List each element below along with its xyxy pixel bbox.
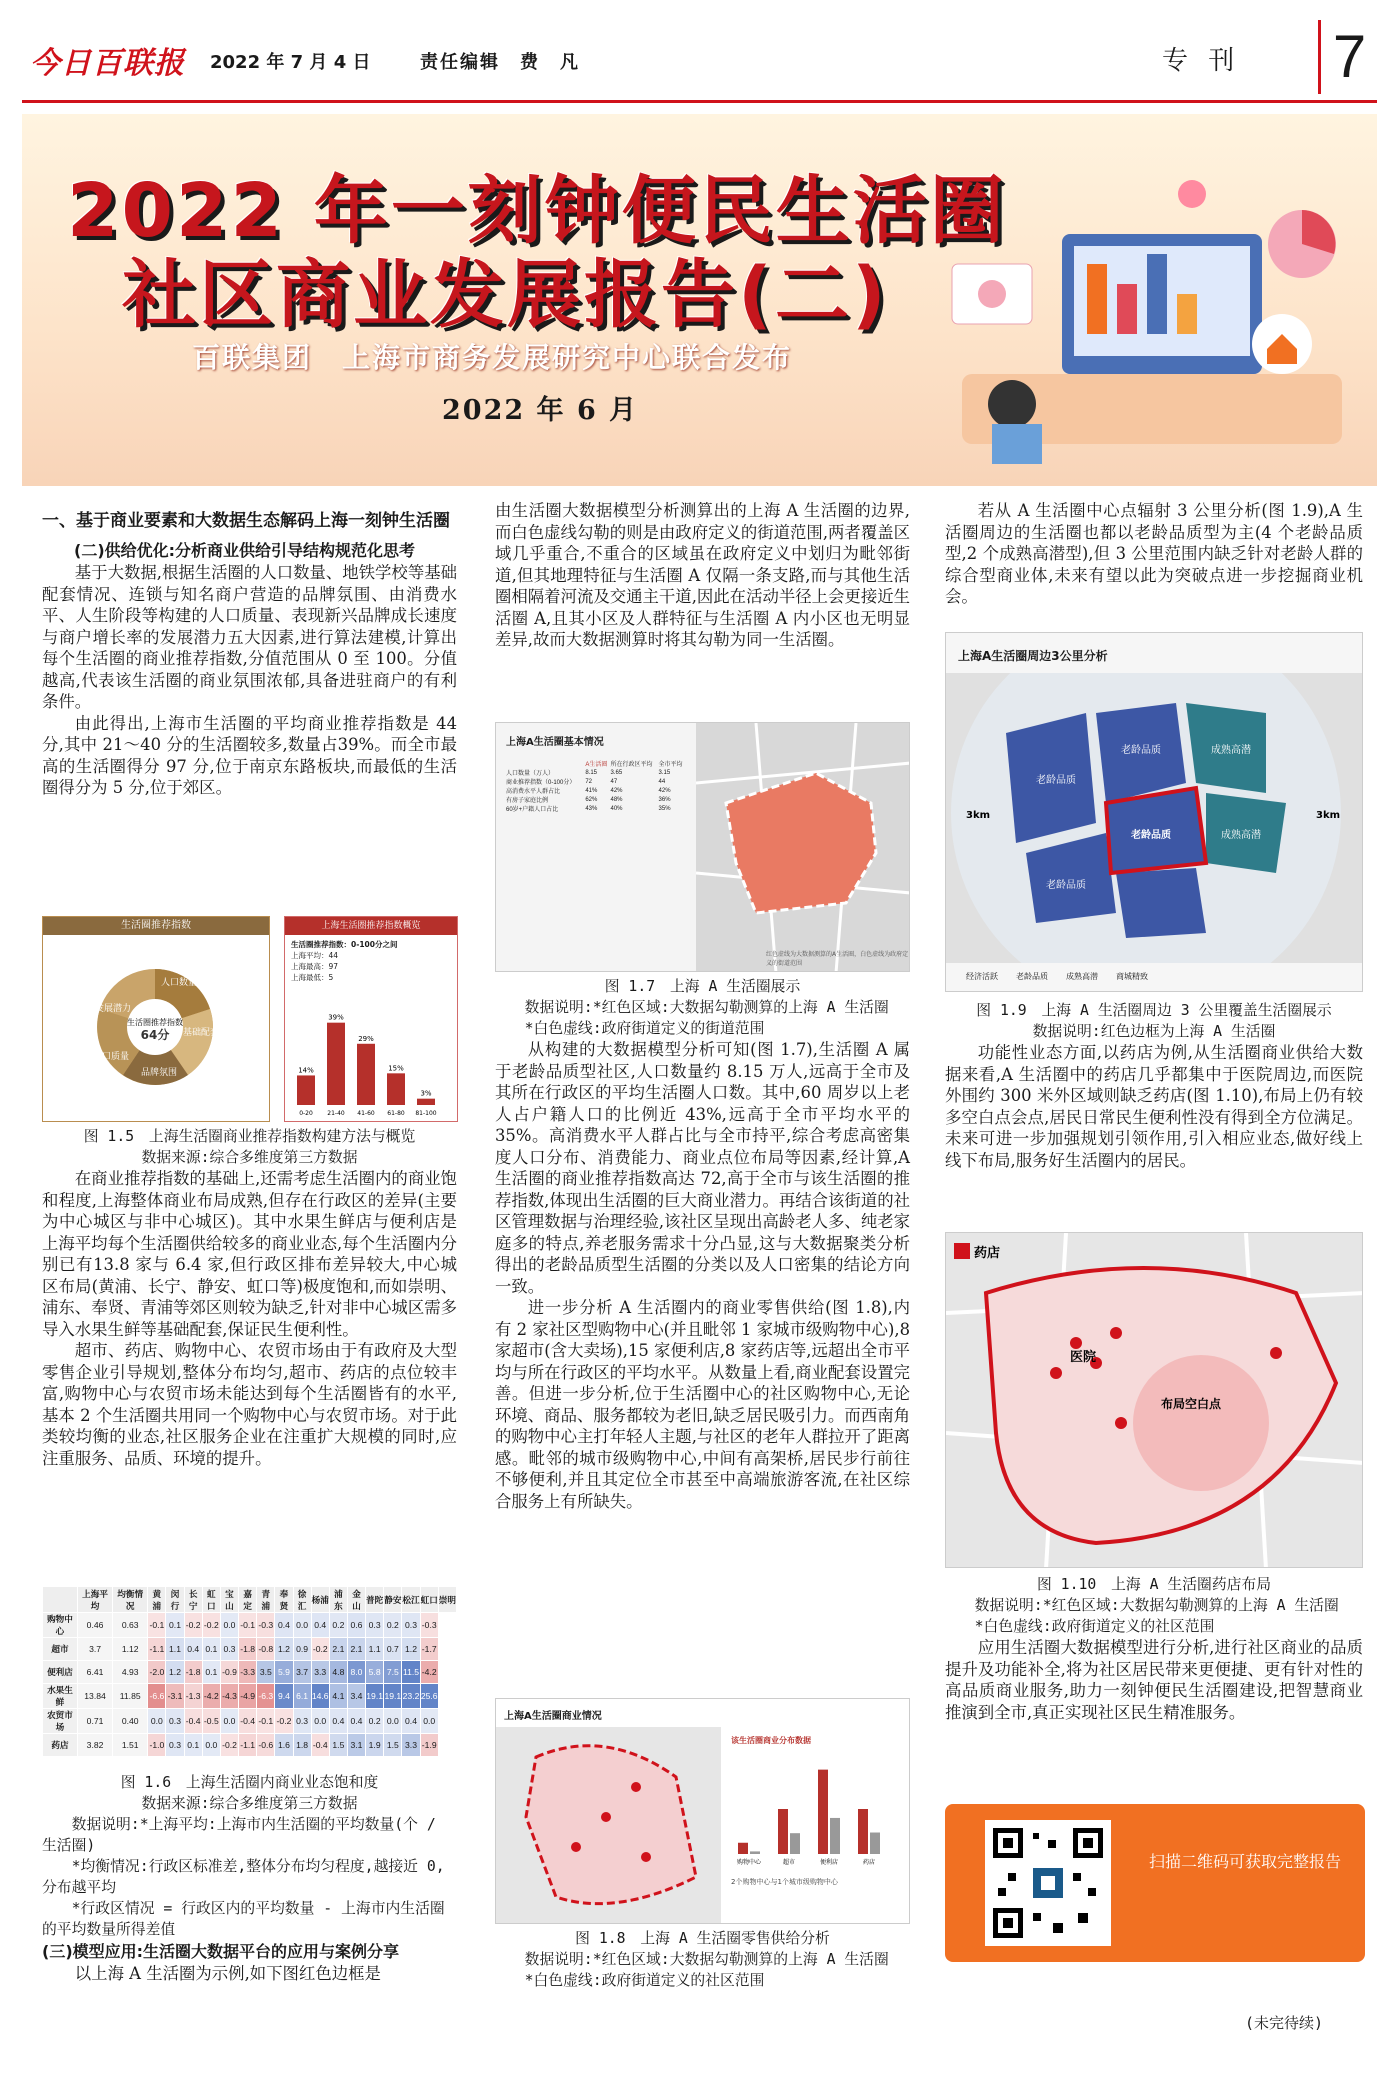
table-cell: -4.2 <box>420 1661 438 1684</box>
report-title-line2: 社区商业发展报告(二) <box>122 252 889 338</box>
bar-value-label: 29% <box>358 1034 374 1043</box>
table-cell: 25.6 <box>420 1684 438 1709</box>
table-cell: -0.9 <box>220 1661 238 1684</box>
bar <box>778 1809 788 1854</box>
table-cell: 0.0 <box>311 1709 329 1734</box>
paragraph: 由此得出,上海市生活圈的平均商业推荐指数是 44 分,其中 21～40 分的生活圈较多,数量占39%。而全市最高的生活圈得分 97 分,位于南京东路板块,而最低的生活圈得分为 5 分,位于郊区。 <box>42 713 457 797</box>
subsection-heading-2: (二)供给优化:分析商业供给引导结构规范化思考 <box>74 541 416 560</box>
table-cell: 5.9 <box>275 1661 293 1684</box>
table-cell: 1.1 <box>166 1638 184 1661</box>
bar-axis-label: 便利店 <box>819 1859 839 1866</box>
bar-value-label: 14% <box>298 1066 314 1075</box>
table-cell: 0.0 <box>220 1613 238 1638</box>
table-cell: 水果生鲜 <box>43 1684 78 1709</box>
store-marker <box>601 1812 611 1822</box>
table-cell: 1.6 <box>275 1734 293 1757</box>
bar <box>830 1818 840 1854</box>
bar <box>357 1044 375 1105</box>
table-cell: 19.1 <box>366 1684 384 1709</box>
column-2 <box>495 500 910 651</box>
legend-item: 老龄品质 <box>1016 972 1048 981</box>
table-cell: 1.2 <box>402 1638 420 1661</box>
pharmacy-icon <box>954 1243 970 1259</box>
table-header-cell: 长宁 <box>184 1587 202 1613</box>
table-cell: 3.3 <box>311 1661 329 1684</box>
table-cell: 1.5 <box>329 1734 347 1757</box>
banner-illustration <box>922 174 1362 474</box>
table-cell: -1.8 <box>239 1638 257 1661</box>
fig18-panel <box>495 1698 910 1924</box>
table-cell: 0.1 <box>202 1638 220 1661</box>
table-cell: 4.93 <box>113 1661 148 1684</box>
bar-value-label: 3% <box>420 1089 432 1098</box>
svg-text:成熟高潜: 成熟高潜 <box>1221 830 1261 841</box>
table-header-cell <box>43 1587 78 1613</box>
table-cell: -0.8 <box>257 1638 275 1661</box>
fig18-bar-chart <box>728 1749 903 1869</box>
bar-axis-label: 61-80 <box>387 1110 405 1117</box>
table-row <box>43 1661 457 1684</box>
table-cell: -1.1 <box>148 1638 166 1661</box>
distance-label: 3km <box>1316 810 1341 821</box>
figure-caption: 图 1.10 上海 A 生活圈药店布局 <box>1036 1576 1272 1593</box>
table-cell: 1.2 <box>166 1661 184 1684</box>
table-cell: -0.1 <box>148 1613 166 1638</box>
table-header-cell: 虹口 <box>420 1587 438 1613</box>
segment-label: 人口数量 <box>161 978 198 988</box>
table-cell: 0.3 <box>293 1709 311 1734</box>
bar <box>858 1809 868 1854</box>
fig19-map <box>946 673 1363 963</box>
table-cell: -0.2 <box>184 1613 202 1638</box>
figure-note: 数据说明:*红色区域:大数据勾勒测算的上海 A 生活圈 <box>524 1951 889 1968</box>
table-cell: 11.85 <box>113 1684 148 1709</box>
table-cell: -0.2 <box>275 1709 293 1734</box>
table-cell: 0.3 <box>220 1638 238 1661</box>
table-cell: 5.8 <box>366 1661 384 1684</box>
table-cell: 19.1 <box>384 1684 402 1709</box>
table-header-cell: 浦东 <box>329 1587 347 1613</box>
table-cell: -4.2 <box>202 1684 220 1709</box>
svg-text:老龄品质: 老龄品质 <box>1131 830 1171 841</box>
table-cell: 0.6 <box>347 1613 365 1638</box>
table-cell: -0.2 <box>311 1638 329 1661</box>
fig15-donut <box>43 935 270 1122</box>
table-cell: -1.0 <box>148 1734 166 1757</box>
svg-text:成熟高潜: 成熟高潜 <box>1211 745 1251 756</box>
bar <box>750 1851 760 1854</box>
table-cell: 9.4 <box>275 1684 293 1709</box>
table-cell: 购物中心 <box>43 1613 78 1638</box>
table-row <box>43 1684 457 1709</box>
table-header-cell: 闵行 <box>166 1587 184 1613</box>
pharmacy-marker <box>1050 1367 1062 1379</box>
bar <box>417 1099 435 1105</box>
table-cell: 4.1 <box>329 1684 347 1709</box>
table-cell: 药店 <box>43 1734 78 1757</box>
fig18-footer: 2个购物中心与1个城市级购物中心 <box>731 1878 838 1886</box>
table-cell: 农贸市场 <box>43 1709 78 1734</box>
table-cell: 7.5 <box>384 1661 402 1684</box>
segment-label: 品牌氛围 <box>141 1068 178 1078</box>
report-title-line1: 2022 年一刻钟便民生活圈 <box>67 168 1007 254</box>
legend-item: 成熟高潜 <box>1066 972 1098 981</box>
editor-credit: 责任编辑 费 凡 <box>420 52 580 73</box>
table-header-cell: 均衡情况 <box>113 1587 148 1613</box>
hospital-label: 医院 <box>1070 1350 1097 1365</box>
table-cell: -0.4 <box>184 1709 202 1734</box>
table-header-cell: 松江 <box>402 1587 420 1613</box>
table-row <box>43 1734 457 1757</box>
table-cell: -4.9 <box>239 1684 257 1709</box>
fig15-right-title: 上海生活圈推荐指数概览 <box>285 917 457 935</box>
figure-caption: 图 1.7 上海 A 生活圈展示 <box>604 978 801 995</box>
table-cell: -0.1 <box>239 1613 257 1638</box>
table-cell: 23.2 <box>402 1684 420 1709</box>
table-cell: 0.71 <box>77 1709 112 1734</box>
bar <box>818 1770 828 1854</box>
segment-label: 人口质量 <box>93 1052 130 1062</box>
paragraph: 功能性业态方面,以药店为例,从生活圈商业供给大数据来看,A 生活圈中的药店几乎都集中于医院周边,而医院外围约 300 米外区域则缺乏药店(图 1.10),布局上仍有较多空白点会点,居民日常民生便利性没有得到全方位满足。未来可进一步加强规划引领作用,引入相应业态,做好线上线下布局,服务好生活圈内的居民。 <box>945 1043 1363 1170</box>
store-marker <box>631 1782 641 1792</box>
bar <box>387 1073 405 1105</box>
table-header-cell: 虹口 <box>202 1587 220 1613</box>
figure-note: *均衡情况:行政区标准差,整体分布均匀程度,越接近 0,分布越平均 <box>42 1858 445 1896</box>
svg-text:老龄品质: 老龄品质 <box>1036 775 1076 786</box>
table-header-cell: 黄浦 <box>148 1587 166 1613</box>
segment-label: 发展潜力 <box>95 1004 132 1014</box>
table-cell: 0.7 <box>384 1638 402 1661</box>
stat-average: 上海平均：44 <box>291 951 339 960</box>
table-cell: -0.5 <box>202 1709 220 1734</box>
table-header-cell: 金山 <box>347 1587 365 1613</box>
table-cell: 0.0 <box>384 1709 402 1734</box>
bar <box>870 1833 880 1854</box>
table-cell: 0.3 <box>166 1734 184 1757</box>
table-cell: 0.2 <box>384 1613 402 1638</box>
table-cell: -0.3 <box>420 1613 438 1638</box>
bar-axis-label: 超市 <box>782 1859 796 1866</box>
paragraph: 由生活圈大数据模型分析测算出的上海 A 生活圈的边界,而白色虚线勾勒的则是由政府定义的街道范围,两者覆盖区域几乎重合,不重合的区域虽在政府定义中划归为毗邻街道,但其地理特征与生活圈 A 仅隔一条支路,而与其他生活圈相隔着河流及交通主干道,因此在活动半径上会更接近生活圈 A,且其小区及人群特征与生活圈 A 内小区也无明显差异,故而大数据测算时将其勾勒为同一生活圈。 <box>495 501 910 649</box>
svg-text:老龄品质: 老龄品质 <box>1046 880 1086 891</box>
illus-person <box>988 380 1036 428</box>
table-cell: -6.6 <box>148 1684 166 1709</box>
table-cell: 0.40 <box>113 1709 148 1734</box>
pharmacy-marker <box>1270 1347 1282 1359</box>
blank-spot-label: 布局空白点 <box>1161 1397 1222 1411</box>
column-3 <box>945 500 1363 608</box>
fig17-map <box>696 723 910 972</box>
figure-note: *白色虚线:政府街道定义的街道范围 <box>524 1020 765 1037</box>
table-cell: -3.3 <box>239 1661 257 1684</box>
figure-note: *白色虚线:政府街道定义的社区范围 <box>974 1618 1215 1635</box>
bar-value-label: 15% <box>388 1064 404 1073</box>
qr-code-card[interactable] <box>945 1804 1365 1962</box>
fig18-chart-title: 该生活圈商业分布数据 <box>731 1736 811 1745</box>
heart-icon <box>1178 180 1206 208</box>
table-cell: -0.2 <box>202 1613 220 1638</box>
table-cell: 3.7 <box>293 1661 311 1684</box>
column-1-continued <box>42 1126 457 1469</box>
figure-note: 数据说明:*红色区域:大数据勾勒测算的上海 A 生活圈 <box>524 999 889 1016</box>
table-header-cell: 上海平均 <box>77 1587 112 1613</box>
table-cell: 0.63 <box>113 1613 148 1638</box>
legend-item: 商城精致 <box>1116 972 1148 981</box>
legend-item: 经济活跃 <box>966 972 998 981</box>
table-cell: -3.1 <box>166 1684 184 1709</box>
column-3-lower <box>945 1574 1363 1723</box>
table-row <box>43 1638 457 1661</box>
table-header-cell: 嘉定 <box>239 1587 257 1613</box>
table-cell: -6.3 <box>257 1684 275 1709</box>
bar-axis-label: 21-40 <box>327 1110 345 1117</box>
bar-axis-label: 41-60 <box>357 1110 375 1117</box>
table-cell: 0.4 <box>311 1613 329 1638</box>
table-cell: 0.4 <box>329 1709 347 1734</box>
table-header-cell: 杨浦 <box>311 1587 329 1613</box>
bar <box>327 1023 345 1105</box>
fig18-map <box>496 1727 721 1924</box>
table-cell: 0.0 <box>148 1709 166 1734</box>
table-cell: 2.1 <box>347 1638 365 1661</box>
table-cell: -1.9 <box>420 1734 438 1757</box>
paragraph: 若从 A 生活圈中心点辐射 3 公里分析(图 1.9),A 生活圈周边的生活圈也都以老龄品质型为主(4 个老龄品质型,2 个成熟高潜型),但 3 公里范围内缺乏针对老龄人群的综合型商业体,未来有望以此为突破点进一步挖掘商业机会。 <box>945 501 1363 606</box>
table-cell: 2.1 <box>329 1638 347 1661</box>
report-publishers: 百联集团 上海市商务发展研究中心联合发布 <box>192 341 793 374</box>
table-cell: 3.1 <box>347 1734 365 1757</box>
blank-spot-area <box>1133 1355 1269 1491</box>
table-cell: 0.1 <box>184 1734 202 1757</box>
table-cell: 14.6 <box>311 1684 329 1709</box>
bar-value-label: 39% <box>328 1013 344 1022</box>
table-cell: 0.46 <box>77 1613 112 1638</box>
qr-code[interactable] <box>985 1820 1111 1946</box>
paragraph: 超市、药店、购物中心、农贸市场由于有政府及大型零售企业引导规划,整体分布均匀,超市、药店的点位较丰富,购物中心与农贸市场未能达到每个生活圈皆有的水平,基本 2 个生活圈共用同一个购物中心与农贸市场。对于此类较均衡的业态,社区服务企业在注重扩大规模的同时,应注重服务、品质、环境的提升。 <box>42 1341 457 1468</box>
figure-note: *白色虚线:政府街道定义的社区范围 <box>524 1972 765 1989</box>
table-cell: 0.0 <box>202 1734 220 1757</box>
figure-caption: 图 1.5 上海生活圈商业推荐指数构建方法与概览 <box>83 1128 416 1145</box>
col-head: 所在行政区平均 <box>610 762 653 768</box>
figure-note: 数据说明:*上海平均:上海市内生活圈的平均数量(个 / 生活圈) <box>42 1816 436 1854</box>
table-cell: 超市 <box>43 1638 78 1661</box>
pharmacy-marker <box>1070 1337 1082 1349</box>
table-cell: -0.2 <box>220 1734 238 1757</box>
table-cell: 11.5 <box>402 1661 420 1684</box>
table-cell: -0.3 <box>257 1613 275 1638</box>
distance-label: 3km <box>966 810 991 821</box>
table-cell: 0.0 <box>293 1613 311 1638</box>
table-cell: 1.5 <box>384 1734 402 1757</box>
bar <box>738 1843 748 1854</box>
table-cell: 0.3 <box>166 1709 184 1734</box>
table-cell: 0.1 <box>166 1613 184 1638</box>
bar <box>297 1075 315 1105</box>
table-cell: 6.41 <box>77 1661 112 1684</box>
table-header-cell: 奉贤 <box>275 1587 293 1613</box>
to-be-continued: (未完待续) <box>1245 2014 1324 2032</box>
table-cell: -2.0 <box>148 1661 166 1684</box>
bar <box>790 1833 800 1854</box>
table-cell: 0.2 <box>366 1709 384 1734</box>
column-1 <box>42 510 457 799</box>
section-name: 专 刊 <box>1162 46 1241 76</box>
table-cell: 4.8 <box>329 1661 347 1684</box>
table-cell: -1.3 <box>184 1684 202 1709</box>
masthead-logo: 今日百联报 <box>30 46 185 81</box>
table-cell: 0.4 <box>402 1709 420 1734</box>
table-cell: 3.3 <box>402 1734 420 1757</box>
column-2-continued <box>495 976 910 1512</box>
table-cell: -0.4 <box>311 1734 329 1757</box>
table-row <box>43 1613 457 1638</box>
fig15-left-panel <box>42 916 270 1122</box>
column-1-lower <box>42 1772 457 1985</box>
table-cell: -1.7 <box>420 1638 438 1661</box>
fig17-legend: 红色虚线为大数据测算的A生活圈，白色虚线为政府定义的街道范围 <box>766 951 909 967</box>
table-cell: 3.7 <box>77 1638 112 1661</box>
paragraph: 应用生活圈大数据模型进行分析,进行社区商业的品质提升及功能补全,将为社区居民带来更便捷、更有针对性的高品质商业服务,助力一刻钟便民生活圈建设,把智慧商业推演到全市,真正实现社区民生精准服务。 <box>945 1638 1363 1722</box>
table-cell: 0.9 <box>293 1638 311 1661</box>
fig110-map <box>946 1233 1363 1568</box>
table-cell: 0.3 <box>402 1613 420 1638</box>
table-cell: 8.0 <box>347 1661 365 1684</box>
table-header-cell: 普陀 <box>366 1587 384 1613</box>
paragraph: 以上海 A 生活圈为示例,如下图红色边框是 <box>74 1964 381 1983</box>
table-cell: 0.0 <box>420 1709 438 1734</box>
donut-center-label: 生活圈推荐指数 <box>127 1018 183 1027</box>
table-cell: -0.4 <box>239 1709 257 1734</box>
report-date: 2022 年 6 月 <box>442 395 639 426</box>
table-row <box>43 1709 457 1734</box>
section-heading-1: 一、基于商业要素和大数据生态解码上海一刻钟生活圈 <box>42 511 450 531</box>
table-cell: 13.84 <box>77 1684 112 1709</box>
circle-a-area <box>726 773 876 913</box>
qr-code-caption: 扫描二维码可获取完整报告 <box>1148 1852 1341 1871</box>
paragraph: 基于大数据,根据生活圈的人口数量、地铁学校等基础配套情况、连锁与知名商户营造的品牌氛围、由消费水平、人生阶段等构建的人口质量、表现新兴品牌成长速度与商户增长率的发展潜力五大因素,进行算法建模,计算出每个生活圈的商业推荐指数,分值范围从 0 至 100。分值越高,代表该生活圈的商业氛围浓郁,具备进驻商户的有利条件。 <box>42 563 457 711</box>
table-cell: -1.1 <box>239 1734 257 1757</box>
figure-note: 数据说明:红色边框为上海 A 生活圈 <box>1032 1023 1276 1040</box>
bar-axis-label: 购物中心 <box>736 1859 762 1866</box>
table-cell: 3.4 <box>347 1684 365 1709</box>
table-header-cell: 崇明 <box>438 1587 456 1613</box>
col-head: A生活圈 <box>585 762 608 768</box>
fig17-title: 上海A生活圈基本情况 <box>506 737 604 748</box>
figure-caption: 图 1.9 上海 A 生活圈周边 3 公里覆盖生活圈展示 <box>976 1002 1332 1019</box>
table-cell: -0.6 <box>257 1734 275 1757</box>
table-header-row <box>43 1587 457 1613</box>
table-cell: 0.1 <box>202 1661 220 1684</box>
donut-center-value: 64分 <box>140 1028 170 1042</box>
paragraph: 进一步分析 A 生活圈内的商业零售供给(图 1.8),内有 2 家社区型购物中心(并且毗邻 1 家城市级购物中心),8 家超市(含大卖场),15 家便利店,8 家药店等,远超出全市平均与所在行政区的平均水平。从数量上看,商业配套设置完善。但进一步分析,位于生活圈中心的社区购物中心,无论环境、商品、服务都较为老旧,缺乏居民吸引力。而西南角的购物中心主打年轻人主题,与社区的老年人群拉开了距离感。毗邻的城市级购物中心,中间有高架桥,居民步行前往不够便利,并且其定位全市甚至中高端旅游客流,在社区综合服务上有所缺失。 <box>495 1298 910 1511</box>
qr-code-icon <box>993 1828 1103 1938</box>
pharmacy-marker <box>1110 1327 1122 1339</box>
table-cell: 便利店 <box>43 1661 78 1684</box>
table-cell: 3.5 <box>257 1661 275 1684</box>
figure-source: 数据来源:综合多维度第三方数据 <box>141 1149 358 1166</box>
table-cell: 0.2 <box>329 1613 347 1638</box>
column-2-lower <box>495 1928 910 1991</box>
issue-date: 2022 年 7 月 4 日 <box>210 52 371 73</box>
store-marker <box>571 1842 581 1852</box>
table-cell: 1.9 <box>366 1734 384 1757</box>
table-header-cell: 徐汇 <box>293 1587 311 1613</box>
table-cell: 1.2 <box>275 1638 293 1661</box>
table-cell: 0.4 <box>275 1613 293 1638</box>
svg-text:老龄品质: 老龄品质 <box>1121 745 1161 756</box>
fig17-panel <box>495 722 910 972</box>
segment-label: 基础配套 <box>183 1028 220 1038</box>
paragraph: 在商业推荐指数的基础上,还需考虑生活圈内的商业饱和程度,上海整体商业布局成熟,但存在行政区的差异(主要为中心城区与非中心城区)。其中水果生鲜店与便利店是上海平均每个生活圈供给较多的商业业态,每个生活圈内分别已有13.8 家与 6.4 家,但行政区排布差异较大,中心城区布局(黄浦、长宁、静安、虹口等)极度饱和,而如崇明、浦东、奉贤、青浦等郊区则较为缺乏,针对非中心城区需多导入水果生鲜等基础配套,保证民生便利性。 <box>42 1169 457 1339</box>
store-marker <box>641 1852 651 1862</box>
title-banner <box>22 114 1377 486</box>
fig15-left-title: 生活圈推荐指数 <box>43 917 269 935</box>
bar-axis-label: 0-20 <box>299 1110 313 1117</box>
subsection-heading-3: (三)模型应用:生活圈大数据平台的应用与案例分享 <box>42 1942 400 1961</box>
figure-note: *行政区情况 = 行政区内的平均数量 - 上海市内生活圈的平均数量所得差值 <box>42 1900 445 1938</box>
table-cell: -0.1 <box>257 1709 275 1734</box>
stat-min: 上海最低：5 <box>291 973 334 982</box>
figure-caption: 图 1.6 上海生活圈内商业业态饱和度 <box>120 1774 379 1791</box>
column-3-continued <box>945 1000 1363 1171</box>
fig16-saturation-table <box>42 1586 457 1757</box>
svg-text:药店: 药店 <box>974 1246 1001 1261</box>
table-cell: 1.8 <box>293 1734 311 1757</box>
table-cell: 6.1 <box>293 1684 311 1709</box>
table-cell: 3.82 <box>77 1734 112 1757</box>
fig15-bar-chart <box>285 987 458 1122</box>
page-header <box>0 0 1397 105</box>
fig19-title: 上海A生活圈周边3公里分析 <box>958 649 1108 663</box>
table-cell: 0.3 <box>366 1613 384 1638</box>
fig18-title: 上海A生活圈商业情况 <box>504 1711 602 1722</box>
stat-max: 上海最高：97 <box>291 962 339 971</box>
bar-axis-label: 81-100 <box>415 1110 437 1117</box>
figure-caption: 图 1.8 上海 A 生活圈零售供给分析 <box>575 1930 830 1947</box>
fig19-panel <box>945 632 1363 992</box>
table-cell: 0.4 <box>347 1709 365 1734</box>
table-cell: 1.12 <box>113 1638 148 1661</box>
bar-axis-label: 药店 <box>862 1859 876 1866</box>
table-cell: 1.51 <box>113 1734 148 1757</box>
table-header-cell: 青浦 <box>257 1587 275 1613</box>
fig110-panel <box>945 1232 1363 1568</box>
zone-elderly <box>1116 868 1206 938</box>
table-cell: -4.3 <box>220 1684 238 1709</box>
figure-note: 数据说明:*红色区域:大数据勾勒测算的上海 A 生活圈 <box>974 1597 1339 1614</box>
col-head: 全市平均 <box>658 762 683 768</box>
figure-source: 数据来源:综合多维度第三方数据 <box>141 1795 358 1812</box>
table-cell: 1.1 <box>366 1638 384 1661</box>
table-header-cell: 宝山 <box>220 1587 238 1613</box>
stats-header: 生活圈推荐指数：0-100分之间 <box>291 940 398 949</box>
table-cell: -1.8 <box>184 1661 202 1684</box>
pharmacy-marker <box>1115 1417 1127 1429</box>
paragraph: 从构建的大数据模型分析可知(图 1.7),生活圈 A 属于老龄品质型社区,人口数量约 8.15 万人,远高于全市及其所在行政区的平均生活圈人口数。其中,60 周岁以上老人占户籍人口的比例近 43%,远高于全市平均水平的 35%。高消费水平人群占比与全市持平,综合考虑高密集度人口分布、消费能力、商业点位布局等因素,经计算,A 生活圈的商业推荐指数高达 72,高于全市与该生活圈的推荐指数,体现出生活圈的巨大商业潜力。再结合该街道的社区管理数据与治理经验,该社区呈现出高龄老人多、纯老家庭多的特点,养老服务需求十分凸显,这与大数据聚类分析得出的老龄品质型生活圈的分类以及人口密集的结论方向一致。 <box>495 1040 910 1296</box>
fig17-stats-table: A生活圈 所在行政区平均 全市平均 人口数量（万人） 8.15 3.65 3.15 商业推荐指数（0-100分） 72 47 44 高消费水平人群占比 41% 42% 42% 有房子家庭比例 62% 48% 36% 60岁+户籍人口占比 43% 40% 35% <box>506 759 686 813</box>
table-header-cell: 静安 <box>384 1587 402 1613</box>
table-cell: 0.0 <box>220 1709 238 1734</box>
header-divider <box>22 100 1377 103</box>
fig19-legend <box>966 971 1148 982</box>
table-cell: 0.4 <box>184 1638 202 1661</box>
fig15-right-panel <box>284 916 458 1122</box>
page-number: 7 <box>1318 20 1378 94</box>
